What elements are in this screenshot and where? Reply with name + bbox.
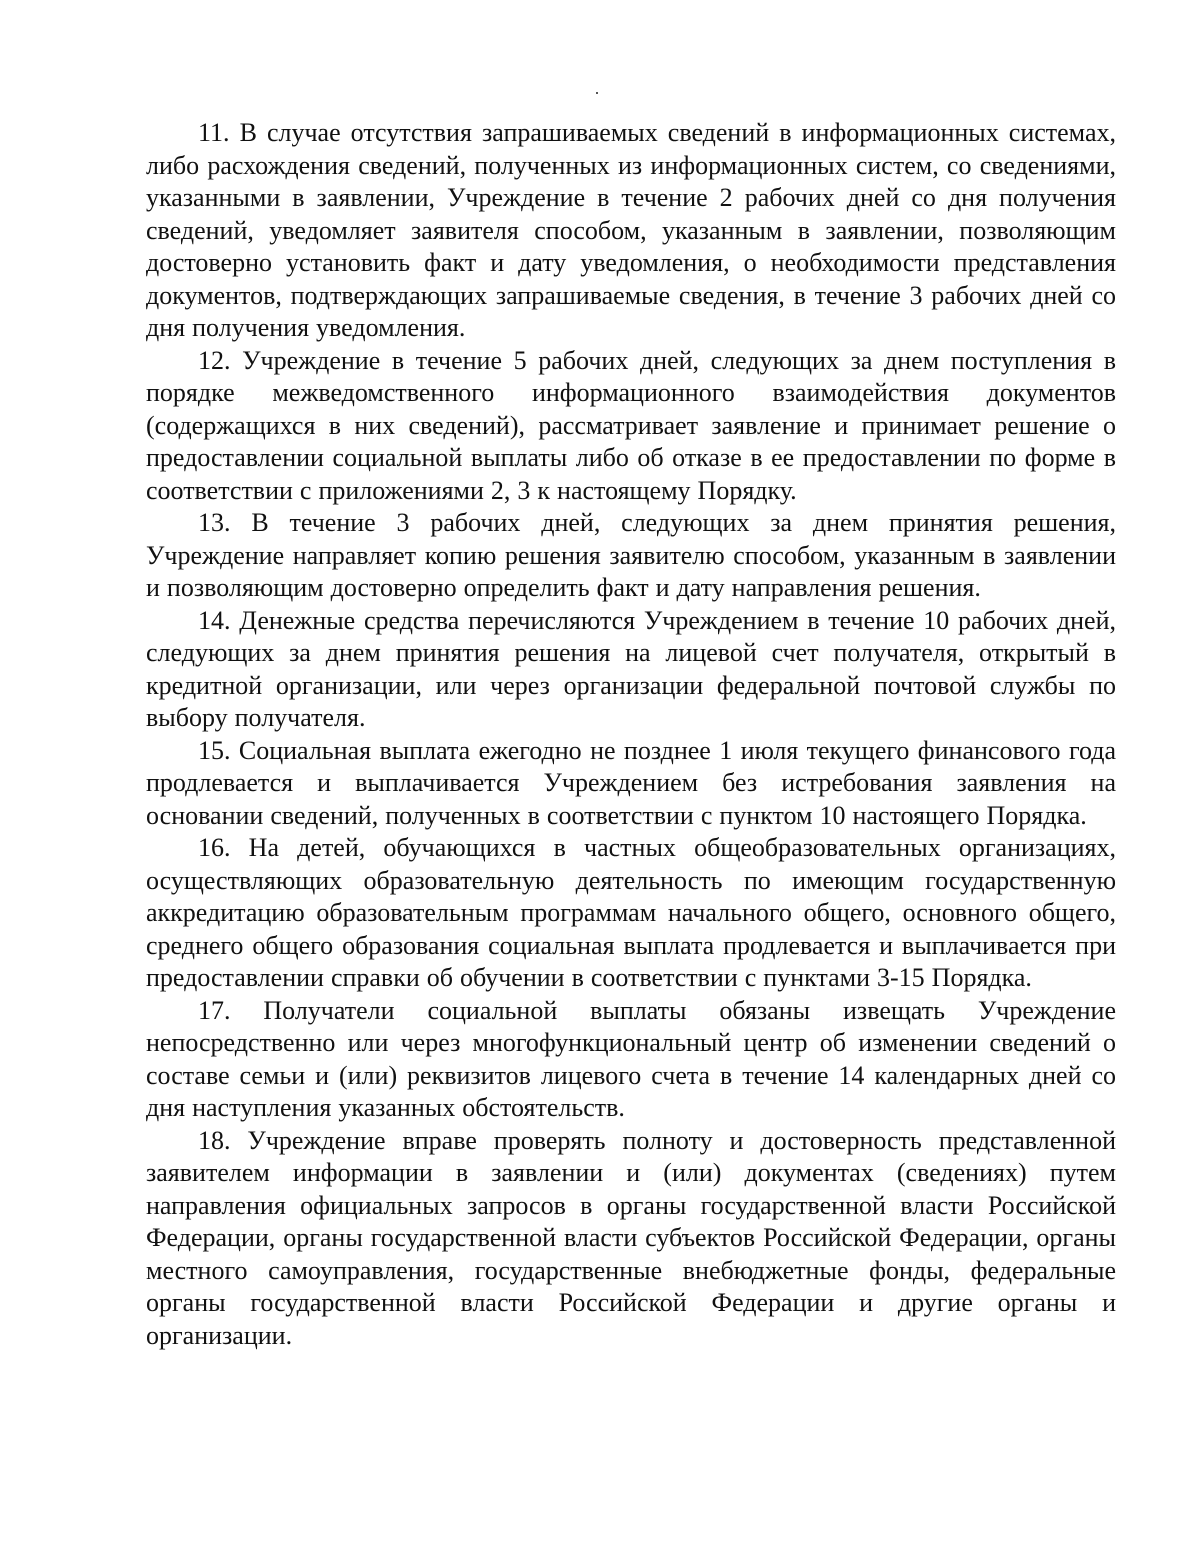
paragraph-16: 16. На детей, обучающихся в частных общеобразовательных организациях, осуществляющих образовательную деятельность по имеющим государственную аккредитацию образовательным программам начального общего, основного общего, среднего общего образования социальная выплата продлевается и выплачивается при предоставлении справки об обучении в соответствии с пунктами 3-15 Порядка. (146, 833, 1116, 992)
paragraph-14: 14. Денежные средства перечисляются Учреждением в течение 10 рабочих дней, следующих за днем принятия решения на лицевой счет получателя, открытый в кредитной организации, или через организации федеральной почтовой службы по выбору получателя. (146, 605, 1116, 732)
paragraph-18: 18. Учреждение вправе проверять полноту и достоверность представленной заявителем информации в заявлении и (или) документах (сведениях) путем направления официальных запросов в органы государственной власти Российской Федерации, органы государственной власти субъектов Российской Федерации, органы местного самоуправления, государственные внебюджетные фонды, федеральные органы государственной власти Российской Федерации и другие органы и организации. (146, 1125, 1116, 1350)
document-body (146, 117, 1116, 1352)
paragraph-11: 11. В случае отсутствия запрашиваемых сведений в информационных системах, либо расхождения сведений, полученных из информационных систем, со сведениями, указанными в заявлении, Учреждение в течение 2 рабочих дней со дня получения сведений, уведомляет заявителя способом, указанным в заявлении, позволяющим достоверно установить факт и дату уведомления, о необходимости представления документов, подтверждающих запрашиваемые сведения, в течение 3 рабочих дней со дня получения уведомления. (146, 118, 1116, 342)
scan-speck (596, 92, 598, 94)
paragraph-12: 12. Учреждение в течение 5 рабочих дней, следующих за днем поступления в порядке межведомственного информационного взаимодействия документов (содержащихся в них сведений), рассматривает заявление и принимает решение о предоставлении социальной выплаты либо об отказе в ее предоставлении по форме в соответствии с приложениями 2, 3 к настоящему Порядку. (146, 345, 1116, 505)
paragraph-15: 15. Социальная выплата ежегодно не позднее 1 июля текущего финансового года продлевается и выплачивается Учреждением без истребования заявления на основании сведений, полученных в соответствии с пунктом 10 настоящего Порядка. (146, 735, 1116, 830)
paragraph-17: 17. Получатели социальной выплаты обязаны извещать Учреждение непосредственно или через многофункциональный центр об изменении сведений о составе семьи и (или) реквизитов лицевого счета в течение 14 календарных дней со дня наступления указанных обстоятельств. (146, 995, 1116, 1122)
paragraph-13: 13. В течение 3 рабочих дней, следующих за днем принятия решения, Учреждение направляет копию решения заявителю способом, указанным в заявлении и позволяющим достоверно определить факт и дату направления решения. (146, 508, 1116, 602)
